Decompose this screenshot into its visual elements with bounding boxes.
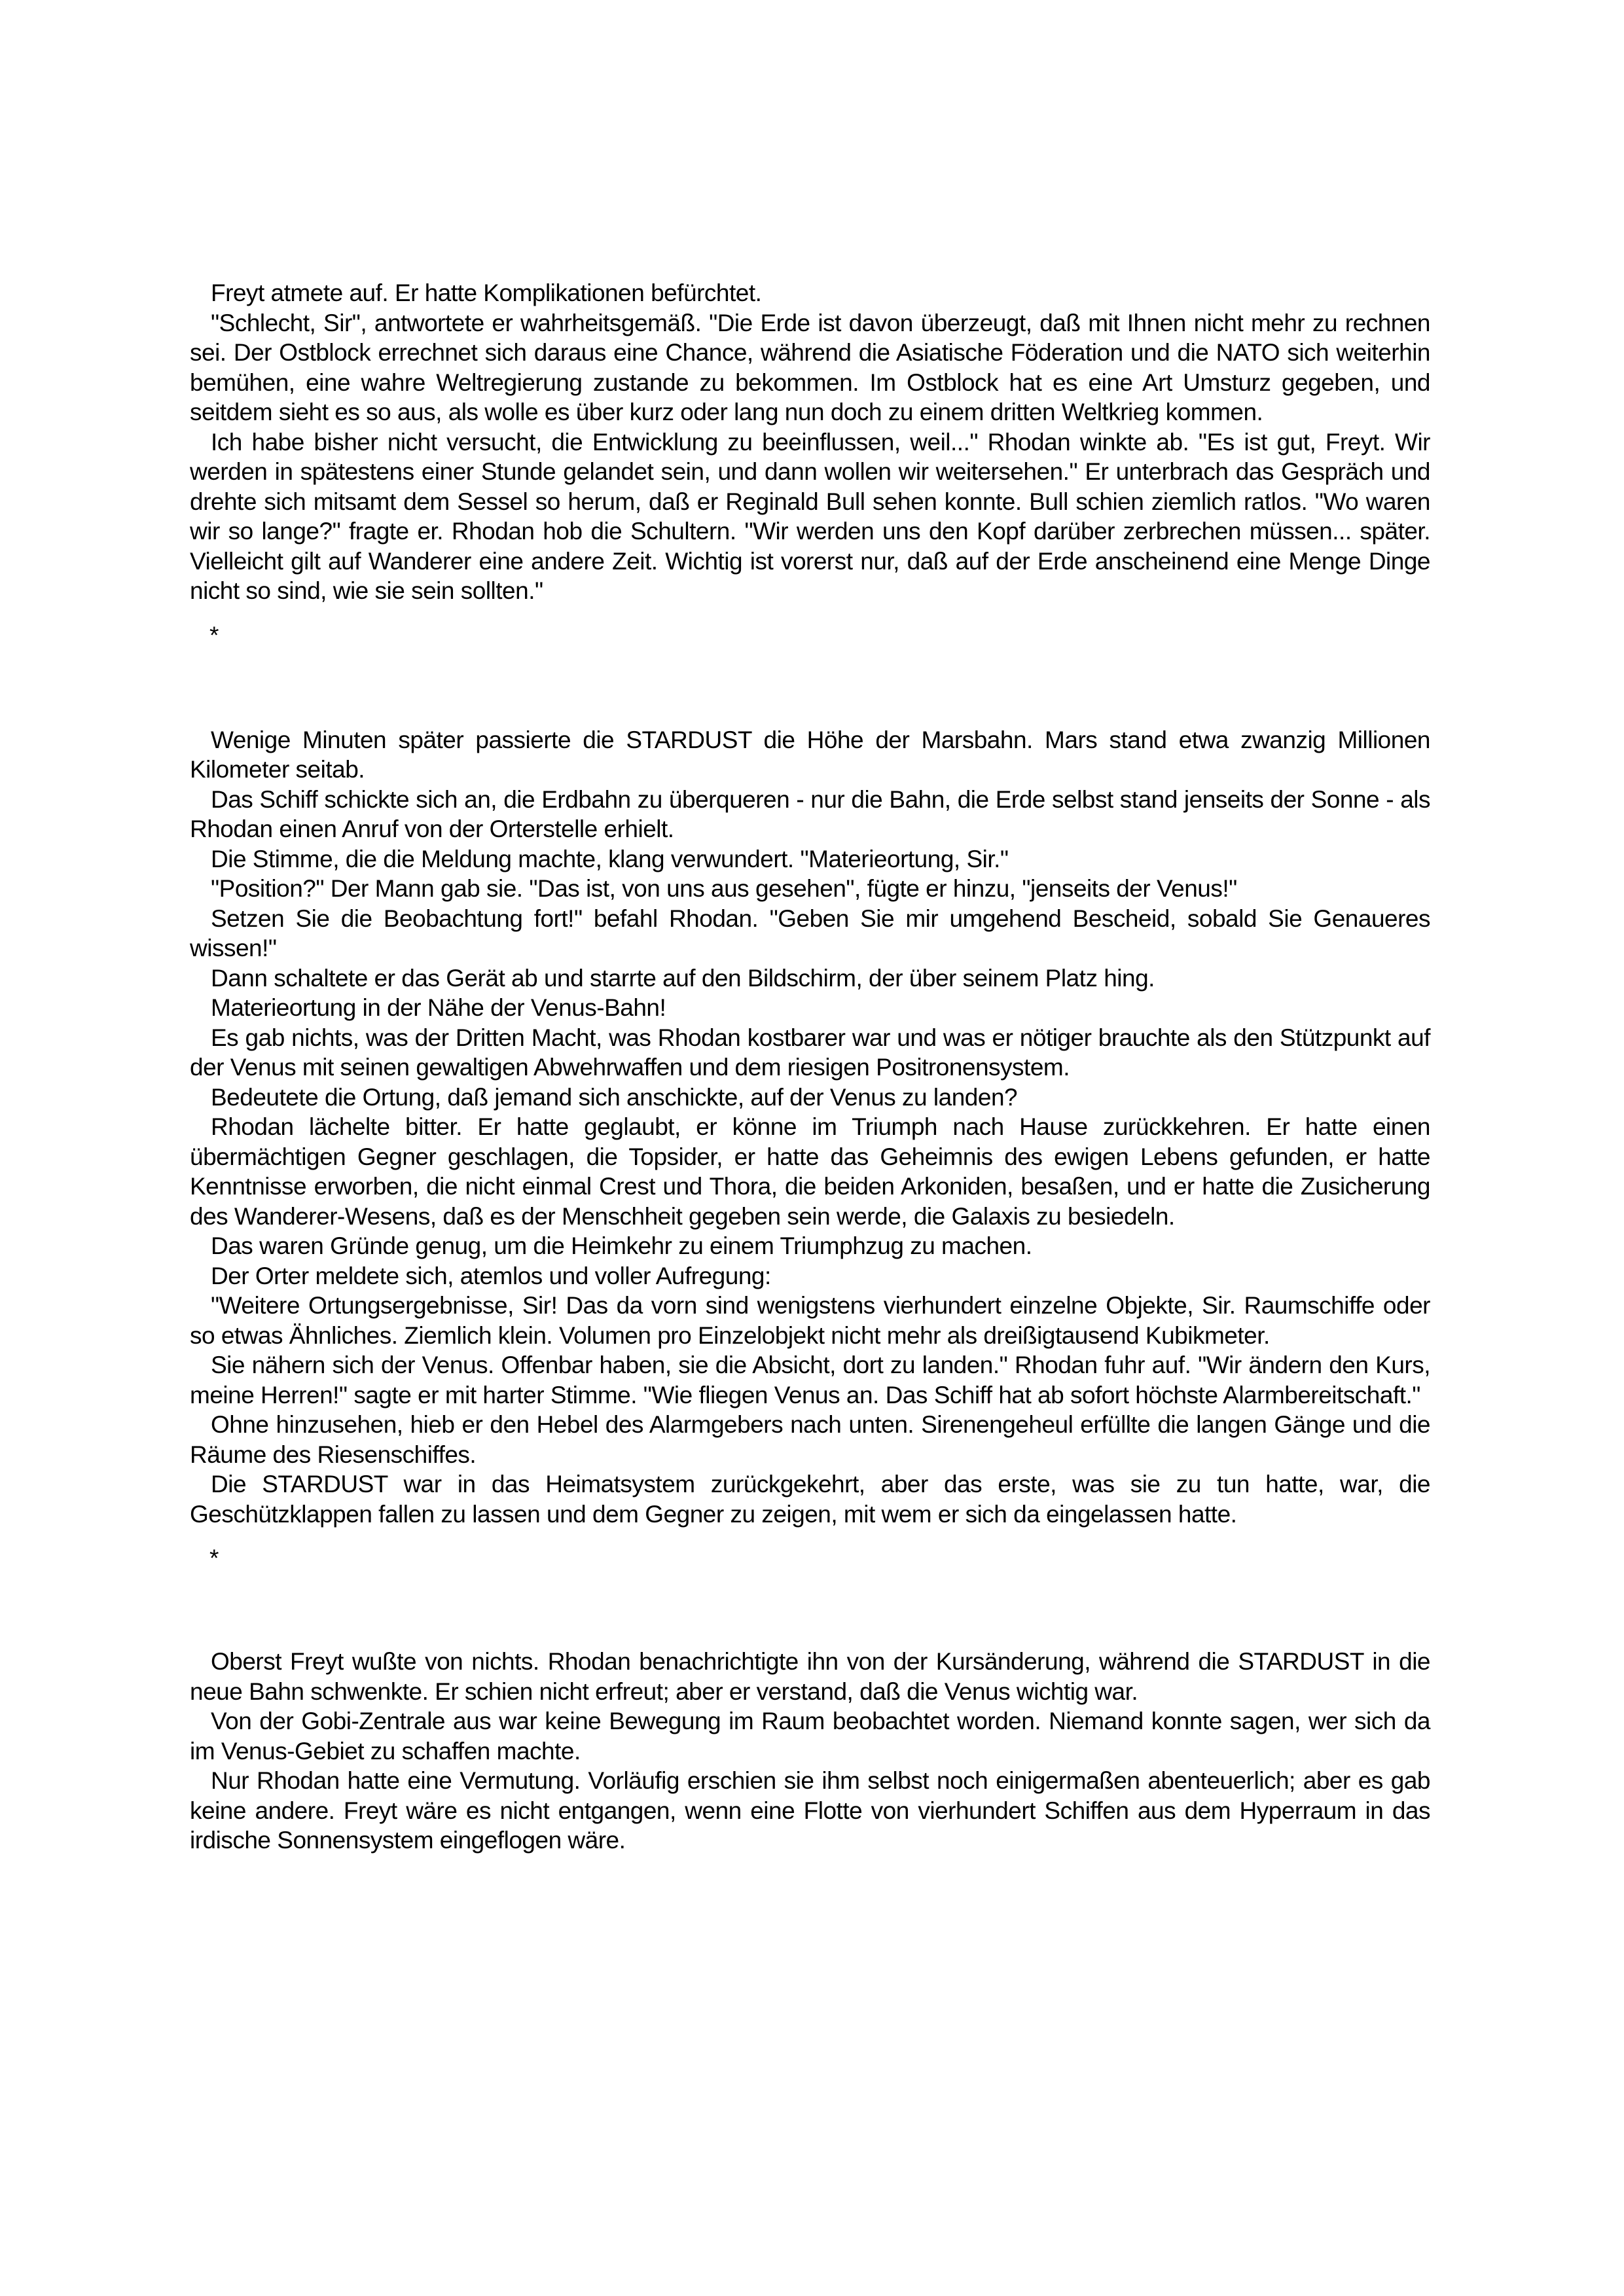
section-1 xyxy=(190,278,1430,606)
paragraph: Der Orter meldete sich, atemlos und voller Aufregung: xyxy=(211,1262,771,1289)
paragraph: Das waren Gründe genug, um die Heimkehr zu einem Triumphzug zu machen. xyxy=(211,1232,1032,1259)
paragraph: Von der Gobi-Zentrale aus war keine Bewegung im Raum beobachtet worden. Niemand konnte sagen, wer sich da im Venus-Gebiet zu schaffen machte. xyxy=(190,1708,1430,1765)
divider-asterisk: * xyxy=(209,621,219,649)
paragraph: Materieortung in der Nähe der Venus-Bahn! xyxy=(211,994,666,1021)
divider-asterisk: * xyxy=(209,1545,219,1571)
paragraph: Setzen Sie die Beobachtung fort!" befahl Rhodan. "Geben Sie mir umgehend Bescheid, sobald Sie Genaueres wissen!" xyxy=(190,905,1430,961)
paragraph: "Position?" Der Mann gab sie. "Das ist, von uns aus gesehen", fügte er hinzu, "jenseits der Venus!" xyxy=(211,875,1237,902)
paragraph: "Weitere Ortungsergebnisse, Sir! Das da vorn sind wenigstens vierhundert einzelne Objekte, Sir. Raumschiffe oder so etwas Ähnliches. Ziemlich klein. Volumen pro Einzelobjekt nicht mehr als dreißigtausend Kubikmeter. xyxy=(190,1292,1430,1349)
paragraph: Nur Rhodan hatte eine Vermutung. Vorläufig erschien sie ihm selbst noch einigermaßen abenteuerlich; aber es gab keine andere. Freyt wäre es nicht entgangen, wenn eine Flotte von vierhundert Schiffen aus dem Hyperraum in das irdische Sonnensystem eingeflogen wäre. xyxy=(190,1767,1430,1854)
paragraph: Ohne hinzusehen, hieb er den Hebel des Alarmgebers nach unten. Sirenengeheul erfüllte die langen Gänge und die Räume des Riesenschiffes. xyxy=(190,1411,1430,1468)
paragraph: Die STARDUST war in das Heimatsystem zurückgekehrt, aber das erste, was sie zu tun hatte, war, die Geschützklappen fallen zu lassen und dem Gegner zu zeigen, mit wem er sich da eingelassen hatte. xyxy=(190,1471,1430,1528)
document-text xyxy=(190,278,1430,1856)
paragraph: Oberst Freyt wußte von nichts. Rhodan benachrichtigte ihn von der Kursänderung, während die STARDUST in die neue Bahn schwenkte. Er schien nicht erfreut; aber er verstand, daß die Venus wichtig war. xyxy=(190,1648,1430,1705)
paragraph: Rhodan lächelte bitter. Er hatte geglaubt, er könne im Triumph nach Hause zurückkehren. Er hatte einen übermächtigen Gegner geschlagen, die Topsider, er hatte das Geheimnis des ewigen Lebens gefunden, er hatte Kenntnisse erworben, die nicht einmal Crest und Thora, die beiden Arkoniden, besaßen, und er hatte die Zusicherung des Wanderer-Wesens, daß es der Menschheit gegeben sein werde, die Galaxis zu besiedeln. xyxy=(190,1113,1430,1230)
paragraph: Die Stimme, die die Meldung machte, klang verwundert. "Materieortung, Sir." xyxy=(211,845,1009,872)
paragraph: Sie nähern sich der Venus. Offenbar haben, sie die Absicht, dort zu landen." Rhodan fuhr auf. "Wir ändern den Kurs, meine Herren!" sagte er mit harter Stimme. "Wie fliegen Venus an. Das Schiff hat ab sofort höchste Alarmbereitschaft." xyxy=(190,1352,1430,1408)
paragraph: Bedeutete die Ortung, daß jemand sich anschickte, auf der Venus zu landen? xyxy=(211,1083,1018,1111)
section-divider xyxy=(190,1529,1430,1647)
paragraph: Es gab nichts, was der Dritten Macht, was Rhodan kostbarer war und was er nötiger brauchte als den Stützpunkt auf der Venus mit seinen gewaltigen Abwehrwaffen und dem riesigen Positronensystem. xyxy=(190,1024,1430,1081)
section-divider xyxy=(190,606,1430,725)
section-2 xyxy=(190,725,1430,1530)
paragraph: Ich habe bisher nicht versucht, die Entwicklung zu beeinflussen, weil..." Rhodan winkte ab. "Es ist gut, Freyt. Wir werden in spätestens einer Stunde gelandet sein, und dann wollen wir weitersehen." Er unterbrach das Gespräch und drehte sich mitsamt dem Sessel so herum, daß er Reginald Bull sehen konnte. Bull schien ziemlich ratlos. "Wo waren wir so lange?" fragte er. Rhodan hob die Schultern. "Wir werden uns den Kopf darüber zerbrechen müssen... später. Vielleicht gilt auf Wanderer eine andere Zeit. Wichtig ist vorerst nur, daß auf der Erde anscheinend eine Menge Dinge nicht so sind, wie sie sein sollten." xyxy=(190,428,1430,604)
section-3 xyxy=(190,1647,1430,1856)
paragraph: "Schlecht, Sir", antwortete er wahrheitsgemäß. "Die Erde ist davon überzeugt, daß mit Ihnen nicht mehr zu rechnen sei. Der Ostblock errechnet sich daraus eine Chance, während die Asiatische Föderation und die NATO sich weiterhin bemühen, eine wahre Weltregierung zustande zu bekommen. Im Ostblock hat es eine Art Umsturz gegeben, und seitdem sieht es so aus, als wolle es über kurz oder lang nun doch zu einem dritten Weltkrieg kommen. xyxy=(190,309,1430,425)
paragraph: Dann schaltete er das Gerät ab und starrte auf den Bildschirm, der über seinem Platz hing. xyxy=(211,964,1155,992)
paragraph: Freyt atmete auf. Er hatte Komplikationen befürchtet. xyxy=(211,279,762,306)
paragraph: Wenige Minuten später passierte die STARDUST die Höhe der Marsbahn. Mars stand etwa zwanzig Millionen Kilometer seitab. xyxy=(190,726,1430,783)
paragraph: Das Schiff schickte sich an, die Erdbahn zu überqueren - nur die Bahn, die Erde selbst stand jenseits der Sonne - als Rhodan einen Anruf von der Orterstelle erhielt. xyxy=(190,785,1430,842)
